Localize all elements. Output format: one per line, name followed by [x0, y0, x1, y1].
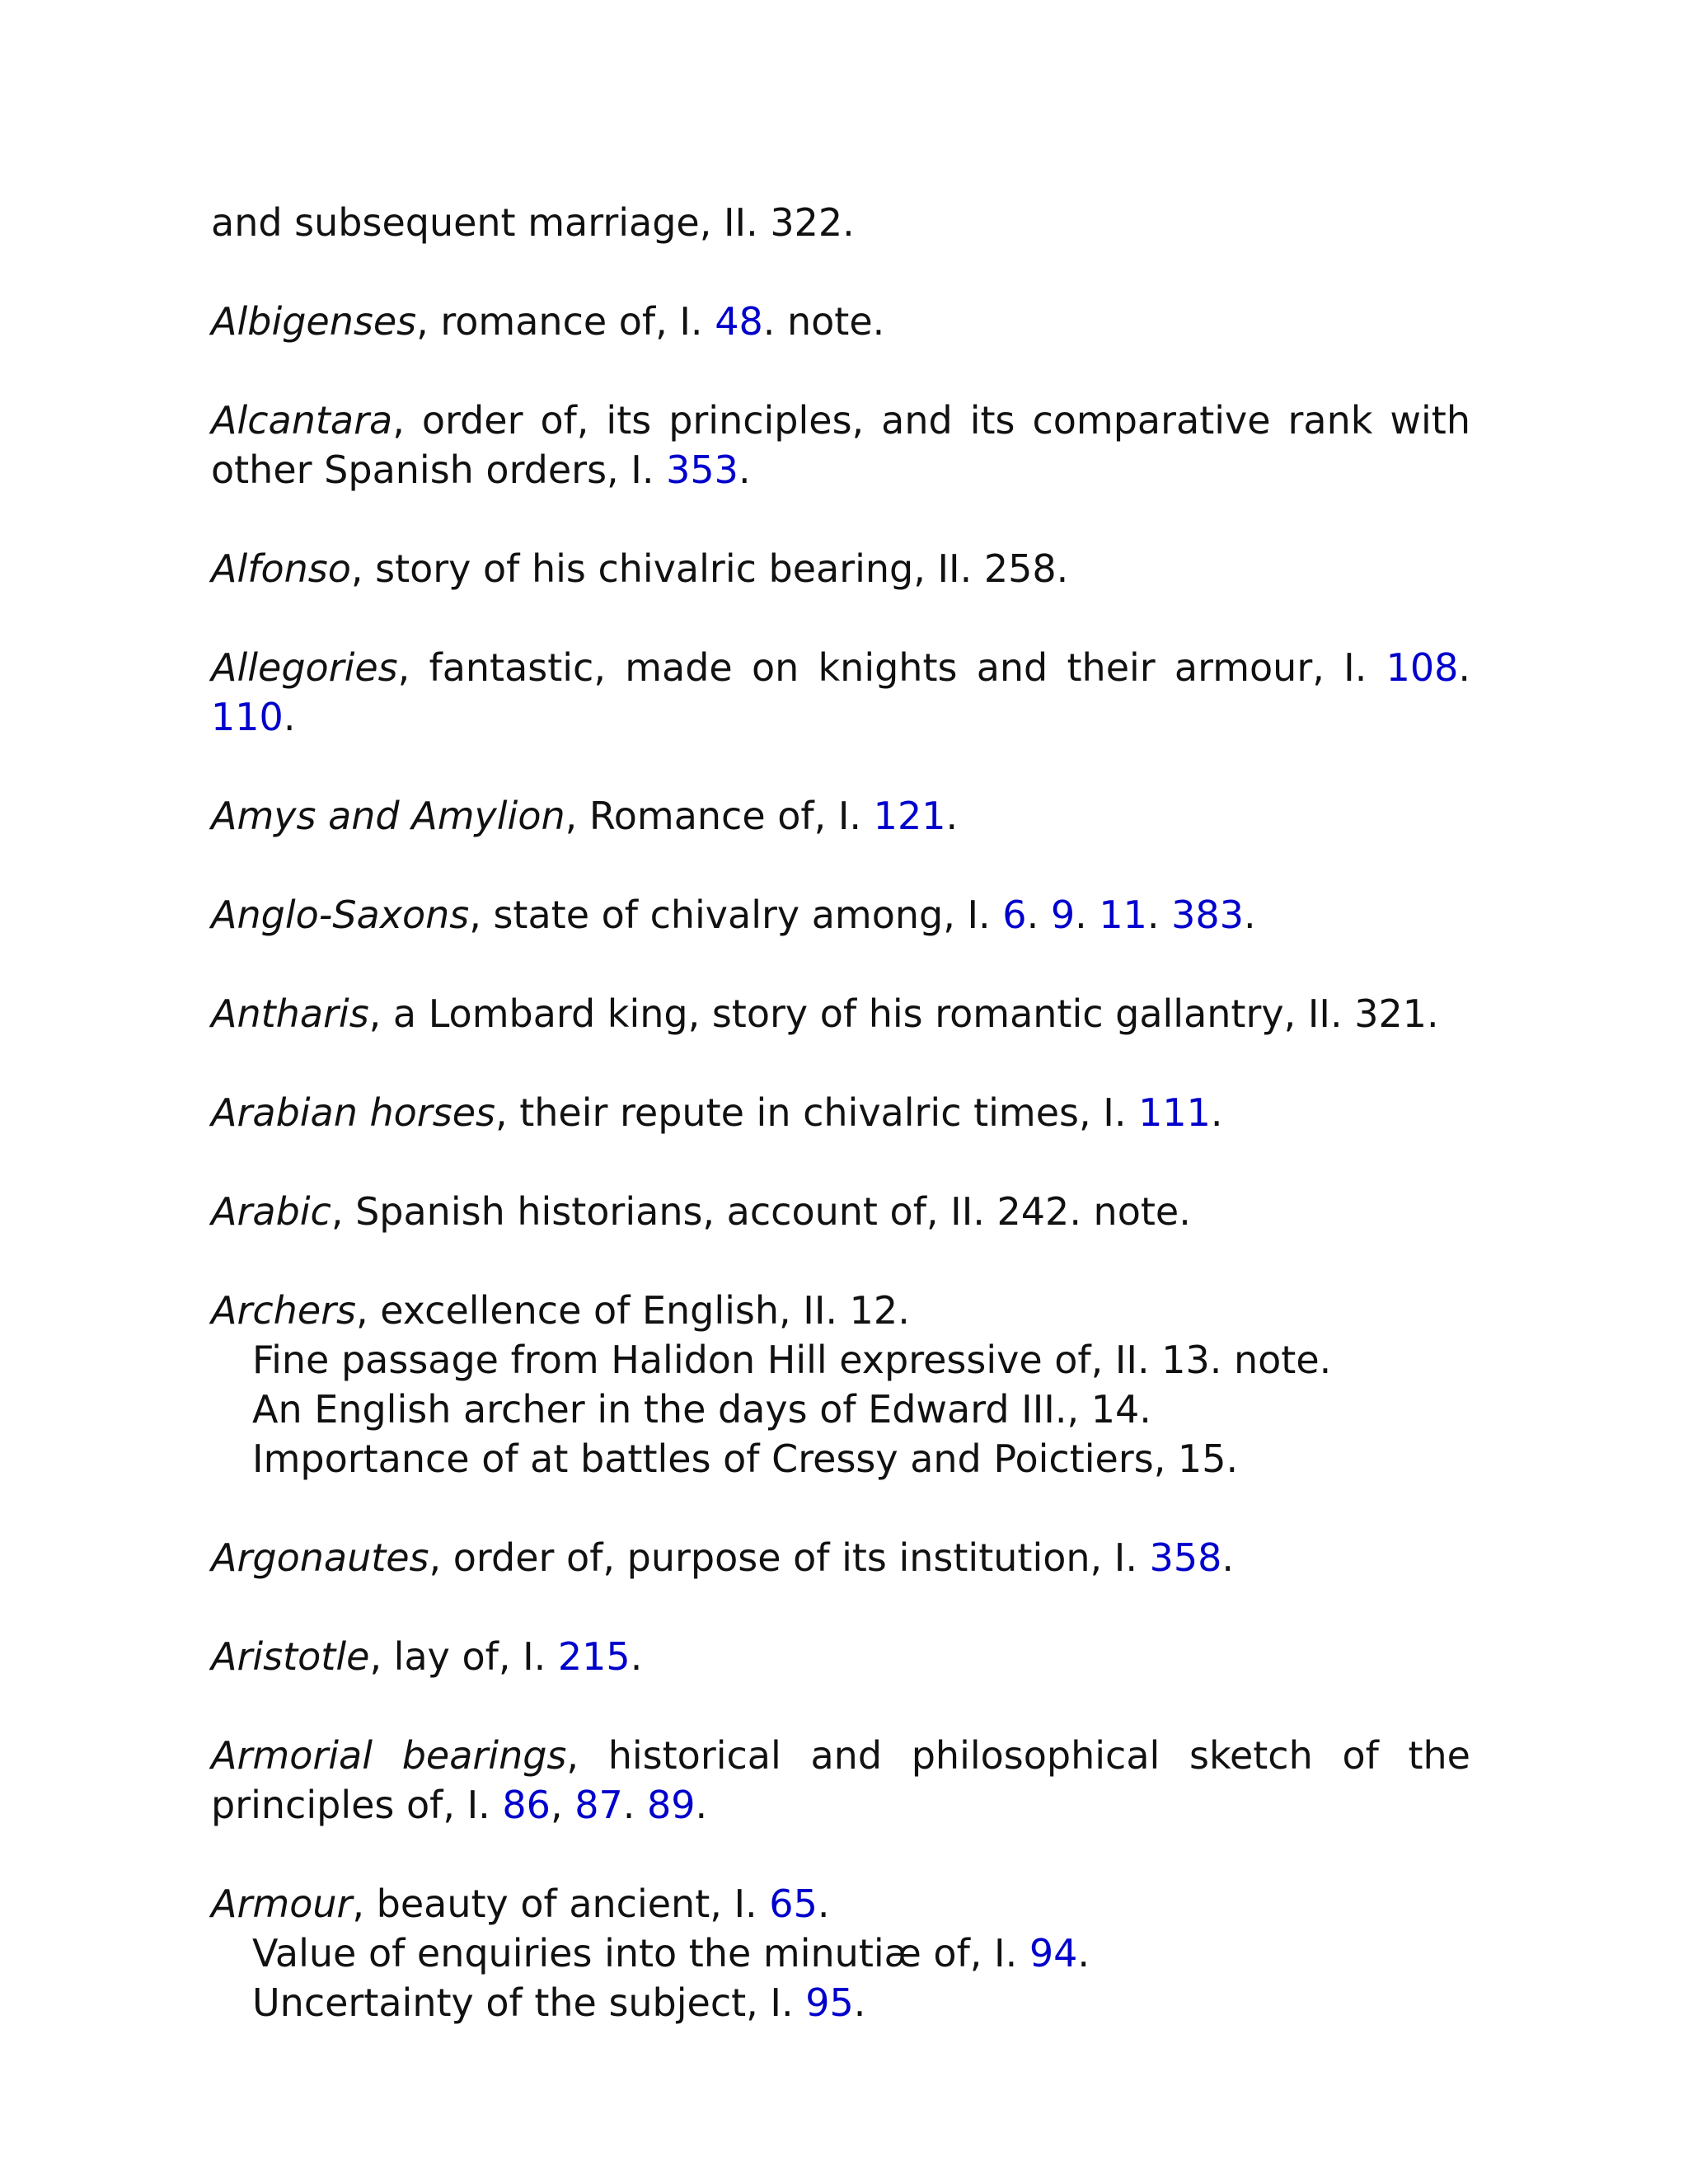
index-entry	[211, 1187, 1470, 1236]
index-text: , order of, purpose of its institution, I.	[429, 1535, 1150, 1580]
page-reference-link[interactable]: 121	[873, 794, 946, 838]
index-page	[211, 198, 1470, 2077]
index-entry	[211, 1533, 1470, 1582]
index-term: Amys and Amylion	[211, 794, 565, 838]
index-text: , Spanish historians, account of, II. 242. note.	[331, 1189, 1191, 1234]
index-subentry	[211, 1978, 1470, 2027]
index-term: Alfonso	[211, 546, 351, 591]
index-text: .	[1458, 645, 1470, 690]
index-text: .	[1243, 893, 1256, 937]
index-text: , historical and philosophical sketch of the principles of, I.	[211, 1733, 1470, 1827]
index-term: Armour	[211, 1882, 353, 1926]
index-text: .	[695, 1783, 708, 1827]
index-entry	[211, 1286, 1470, 1483]
index-text: .	[945, 794, 959, 838]
index-text: .	[817, 1882, 830, 1926]
index-text: .	[283, 695, 296, 739]
index-text: . note.	[762, 299, 885, 344]
index-text: Fine passage from Halidon Hill expressive of, II. 13. note.	[252, 1338, 1332, 1382]
index-entry-main	[211, 1632, 1470, 1681]
index-entry	[211, 643, 1470, 742]
index-entry-main	[211, 1533, 1470, 1582]
index-term: Arabic	[211, 1189, 331, 1234]
index-text: and subsequent marriage, II. 322.	[211, 200, 855, 245]
page-reference-link[interactable]: 6	[1002, 893, 1027, 937]
index-text: , story of his chivalric bearing, II. 258.	[350, 546, 1069, 591]
page-reference-link[interactable]: 108	[1386, 645, 1459, 690]
index-subentry	[211, 1434, 1470, 1483]
index-entry-main	[211, 1731, 1470, 1830]
index-text: , romance of, I.	[416, 299, 715, 344]
index-text: Uncertainty of the subject, I.	[252, 1980, 806, 2025]
index-entry-main	[211, 544, 1470, 593]
index-text: , a Lombard king, story of his romantic gallantry, II. 321.	[368, 991, 1439, 1036]
index-entry-main	[211, 198, 1470, 247]
index-text: ,	[550, 1783, 575, 1827]
index-entry	[211, 198, 1470, 247]
index-subentry	[211, 1335, 1470, 1385]
index-text: , their repute in chivalric times, I.	[495, 1090, 1139, 1135]
index-text: .	[630, 1634, 643, 1679]
page-reference-link[interactable]: 95	[805, 1980, 854, 2025]
index-entry-main	[211, 1286, 1470, 1335]
index-text: , excellence of English, II. 12.	[356, 1288, 910, 1333]
index-entry	[211, 791, 1470, 841]
index-text: .	[1026, 893, 1051, 937]
index-text: .	[622, 1783, 647, 1827]
index-entry-main	[211, 396, 1470, 494]
index-term: Antharis	[211, 991, 369, 1036]
page-reference-link[interactable]: 110	[211, 695, 284, 739]
index-term: Arabian horses	[211, 1090, 495, 1135]
index-term: Aristotle	[211, 1634, 370, 1679]
page-reference-link[interactable]: 48	[715, 299, 763, 344]
page-reference-link[interactable]: 87	[574, 1783, 623, 1827]
index-text: .	[1077, 1931, 1090, 1975]
index-text: , lay of, I.	[369, 1634, 558, 1679]
page-reference-link[interactable]: 89	[646, 1783, 696, 1827]
index-term: Alcantara	[211, 398, 393, 443]
index-text: .	[1210, 1090, 1223, 1135]
page-reference-link[interactable]: 383	[1171, 893, 1244, 937]
page-reference-link[interactable]: 353	[666, 448, 738, 492]
index-entry-main	[211, 989, 1470, 1038]
page-reference-link[interactable]: 86	[502, 1783, 551, 1827]
index-entry	[211, 544, 1470, 593]
page-reference-link[interactable]: 94	[1029, 1931, 1078, 1975]
index-entry-main	[211, 1088, 1470, 1137]
index-text: , order of, its principles, and its comparative rank with other Spanish orders, I.	[211, 398, 1470, 492]
index-entry-main	[211, 1879, 1470, 1929]
index-text: Importance of at battles of Cressy and Poictiers, 15.	[252, 1436, 1239, 1481]
index-entry	[211, 989, 1470, 1038]
index-term: Anglo-Saxons	[211, 893, 470, 937]
page-reference-link[interactable]: 111	[1138, 1090, 1211, 1135]
index-term: Albigenses	[211, 299, 417, 344]
index-entry-main	[211, 890, 1470, 940]
index-entry	[211, 396, 1470, 494]
index-entry-main	[211, 1187, 1470, 1236]
index-entry-main	[211, 643, 1470, 742]
index-term: Archers	[211, 1288, 357, 1333]
page-reference-link[interactable]: 215	[557, 1634, 631, 1679]
page-reference-link[interactable]: 65	[769, 1882, 818, 1926]
index-text: .	[1075, 893, 1100, 937]
index-entry	[211, 297, 1470, 346]
index-term: Allegories	[211, 645, 398, 690]
index-entry	[211, 1879, 1470, 2027]
page-reference-link[interactable]: 358	[1149, 1535, 1222, 1580]
index-text: An English archer in the days of Edward III., 14.	[252, 1387, 1151, 1432]
index-text: .	[738, 448, 751, 492]
page-reference-link[interactable]: 9	[1050, 893, 1076, 937]
index-term: Armorial bearings	[211, 1733, 567, 1778]
index-entry	[211, 1088, 1470, 1137]
index-entry	[211, 1731, 1470, 1830]
index-text: , beauty of ancient, I.	[352, 1882, 770, 1926]
index-text: .	[1221, 1535, 1235, 1580]
index-entry-main	[211, 297, 1470, 346]
index-entry-main	[211, 791, 1470, 841]
index-subentry	[211, 1385, 1470, 1434]
index-text: , state of chivalry among, I.	[469, 893, 1003, 937]
index-text: .	[853, 1980, 866, 2025]
index-term: Argonautes	[211, 1535, 429, 1580]
index-text: , fantastic, made on knights and their armour, I.	[397, 645, 1386, 690]
index-entry	[211, 1632, 1470, 1681]
page-reference-link[interactable]: 11	[1099, 893, 1147, 937]
index-text: Value of enquiries into the minutiæ of, I.	[252, 1931, 1029, 1975]
index-text: .	[1146, 893, 1172, 937]
index-entry	[211, 890, 1470, 940]
index-subentry	[211, 1929, 1470, 1978]
index-text: , Romance of, I.	[565, 794, 874, 838]
